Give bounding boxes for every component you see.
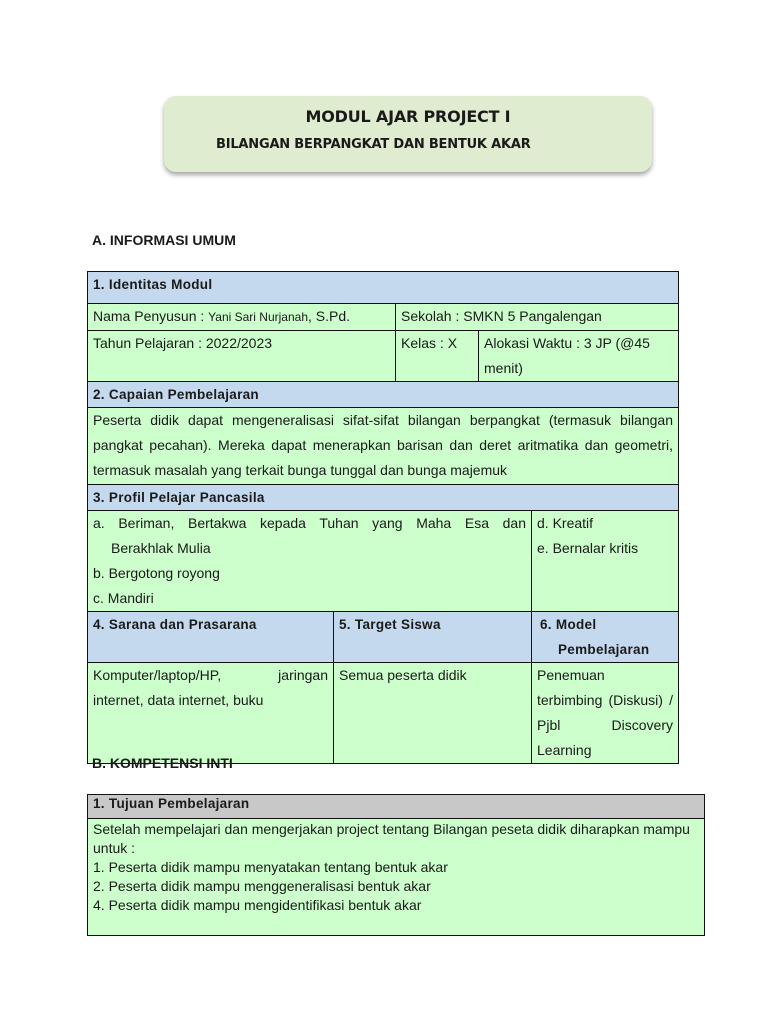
model-header-line1: 6. Model <box>540 617 597 632</box>
module-subtitle: BILANGAN BERPANGKAT DAN BENTUK AKAR <box>216 137 531 152</box>
title-box <box>164 96 652 172</box>
penyusun-suffix: , S.Pd. <box>308 308 351 324</box>
model-header <box>532 612 679 663</box>
capaian-header: 2. Capaian Pembelajaran <box>88 382 679 408</box>
sarana-text: Komputer/laptop/HP, jaringan internet, data internet, buku <box>88 663 334 764</box>
identitas-header: 1. Identitas Modul <box>88 272 679 304</box>
profil-item-c: c. Mandiri <box>93 590 154 606</box>
tujuan-intro: Setelah mempelajari dan mengerjakan project tentang Bilangan peseta didik diharapkan mampu untuk : <box>93 821 690 856</box>
profil-item-a-cont: Berakhlak Mulia <box>111 540 211 556</box>
tujuan-item-1: 1. Peserta didik mampu menyatakan tentang bentuk akar <box>93 859 448 875</box>
penyusun-label: Nama Penyusun : <box>93 308 209 324</box>
tujuan-header: 1. Tujuan Pembelajaran <box>88 795 705 819</box>
profil-item-a: a. Beriman, Bertakwa kepada Tuhan yang Maha Esa dan <box>93 515 526 531</box>
kelas-cell: Kelas : X <box>396 331 479 382</box>
sarana-header: 4. Sarana dan Prasarana <box>88 612 334 663</box>
target-text: Semua peserta didik <box>334 663 532 764</box>
model-text: Penemuan terbimbing (Diskusi) / Pjbl Discovery Learning <box>532 663 679 764</box>
profil-item-d: d. Kreatif <box>537 515 594 531</box>
model-header-line2: Pembelajaran <box>558 642 650 657</box>
informasi-umum-table <box>87 271 679 764</box>
tujuan-item-2: 2. Peserta didik mampu menggeneralisasi bentuk akar <box>93 878 431 894</box>
tujuan-body <box>88 819 705 936</box>
profil-header: 3. Profil Pelajar Pancasila <box>88 485 679 511</box>
profil-item-e: e. Bernalar kritis <box>537 540 639 556</box>
capaian-text: Peserta didik dapat mengeneralisasi sifat-sifat bilangan berpangkat (termasuk bilangan pangkat pecahan). Mereka dapat menerapkan barisan dan deret aritmatika dan geometri, termasuk masalah yang terkait bunga tunggal dan bunga majemuk <box>88 408 679 485</box>
profil-left-cell <box>88 511 532 612</box>
tujuan-table <box>87 794 705 936</box>
tahun-pelajaran-cell: Tahun Pelajaran : 2022/2023 <box>88 331 396 382</box>
target-header: 5. Target Siswa <box>334 612 532 663</box>
alokasi-waktu-cell: Alokasi Waktu : 3 JP (@45 menit) <box>479 331 679 382</box>
penyusun-cell <box>88 304 396 331</box>
profil-item-b: b. Bergotong royong <box>93 565 220 581</box>
module-title: MODUL AJAR PROJECT I <box>305 107 511 126</box>
section-a-heading: A. INFORMASI UMUM <box>92 232 236 248</box>
section-b-heading: B. KOMPETENSI INTI <box>92 755 233 771</box>
tujuan-item-3: 4. Peserta didik mampu mengidentifikasi bentuk akar <box>93 897 422 913</box>
sekolah-cell: Sekolah : SMKN 5 Pangalengan <box>396 304 679 331</box>
penyusun-name: Yani Sari Nurjanah <box>208 310 309 324</box>
profil-right-cell <box>532 511 679 612</box>
